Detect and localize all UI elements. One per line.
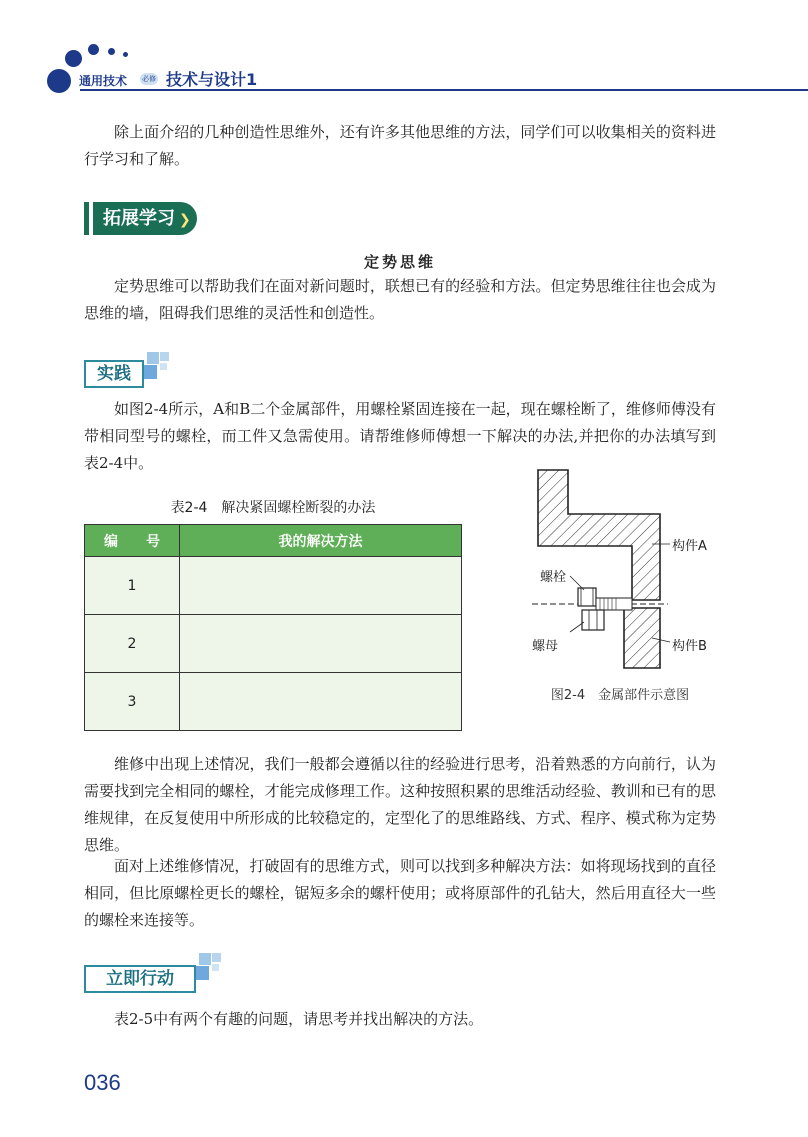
table-cell-method[interactable] bbox=[180, 557, 462, 615]
bolt-shank-shape bbox=[596, 598, 632, 610]
table-cell-number: 2 bbox=[85, 615, 180, 673]
table-row bbox=[85, 673, 462, 731]
table-cell-method[interactable] bbox=[180, 673, 462, 731]
part-b-shape bbox=[624, 608, 660, 668]
header-dot-tiny bbox=[108, 48, 115, 55]
decor-square-icon bbox=[212, 953, 221, 962]
fixed-thinking-paragraph: 维修中出现上述情况，我们一般都会遵循以往的经验进行思考，沿着熟悉的方向前行，认为需要找到完全相同的螺栓，才能完成修理工作。这种按照积累的思维活动经验、教训和已有的思维规律，在反复使用中所形成的比较稳定的，定型化了的思维路线、方式、程序、模式称为定势思维。 bbox=[84, 755, 716, 854]
header-rule bbox=[80, 89, 808, 91]
table-cell-method[interactable] bbox=[180, 615, 462, 673]
extension-banner bbox=[93, 202, 197, 235]
table-row bbox=[85, 615, 462, 673]
intro-paragraph: 除上面介绍的几种创造性思维外，还有许多其他思维的方法，同学们可以收集相关的资料进行学习和了解。 bbox=[84, 123, 716, 168]
action-heading: 立即行动 bbox=[84, 965, 196, 993]
header-dot-medium bbox=[65, 50, 82, 67]
practice-heading: 实践 bbox=[84, 360, 144, 388]
page-number: 036 bbox=[84, 1070, 121, 1095]
extension-banner-bar bbox=[84, 202, 89, 235]
table-header-number: 编 号 bbox=[85, 525, 180, 557]
label-part-b: 构件B bbox=[672, 639, 707, 654]
practice-paragraph: 如图2-4所示，A和B二个金属部件，用螺栓紧固连接在一起，现在螺栓断了，维修师傅没有带相同型号的螺栓，而工件又急需使用。请帮维修师傅想一下解决的办法,并把你的办法填写到表2-4中。 bbox=[84, 400, 716, 472]
section-title: 定势思维 bbox=[363, 253, 436, 271]
table-cell-number: 1 bbox=[85, 557, 180, 615]
table-cell-number: 3 bbox=[85, 673, 180, 731]
solution-paragraph: 面对上述维修情况，打破固有的思维方式，则可以找到多种解决方法：如将现场找到的直径相同，但比原螺栓更长的螺栓，锯短多余的螺杆使用；或将原部件的孔钻大，然后用直径大一些的螺栓来连接等。 bbox=[84, 857, 716, 929]
extension-paragraph: 定势思维可以帮助我们在面对新问题时，联想已有的经验和方法。但定势思维往往也会成为思维的墙，阻碍我们思维的灵活性和创造性。 bbox=[84, 277, 716, 322]
decor-square-icon bbox=[212, 964, 219, 971]
figure-caption: 图2-4 金属部件示意图 bbox=[550, 688, 690, 703]
table-caption: 表2-4 解决紧固螺栓断裂的办法 bbox=[170, 500, 376, 516]
decor-square-icon bbox=[160, 363, 167, 370]
decor-square-icon bbox=[199, 953, 211, 965]
decor-square-icon bbox=[143, 365, 157, 379]
header-course: 通用技术 bbox=[79, 74, 128, 88]
decor-square-icon bbox=[195, 966, 209, 980]
header-dot-small bbox=[88, 44, 99, 55]
solution-table bbox=[84, 524, 462, 731]
label-bolt: 螺栓 bbox=[540, 570, 567, 585]
extension-banner-label: 拓展学习 bbox=[103, 208, 175, 229]
table-row bbox=[85, 557, 462, 615]
header-dot-mini bbox=[123, 52, 128, 57]
nut-shape bbox=[582, 610, 604, 630]
chevron-right-icon: ❯ bbox=[179, 212, 191, 228]
header-book-title: 技术与设计1 bbox=[166, 70, 258, 89]
header-badge: 必修 bbox=[142, 75, 156, 83]
decor-square-icon bbox=[147, 352, 159, 364]
decor-square-icon bbox=[160, 352, 169, 361]
header-dot-large bbox=[47, 69, 71, 93]
label-nut: 螺母 bbox=[532, 639, 559, 654]
table-header-method: 我的解决方法 bbox=[180, 525, 462, 557]
action-paragraph: 表2-5中有两个有趣的问题，请思考并找出解决的方法。 bbox=[114, 1010, 484, 1028]
label-part-a: 构件A bbox=[672, 539, 707, 554]
